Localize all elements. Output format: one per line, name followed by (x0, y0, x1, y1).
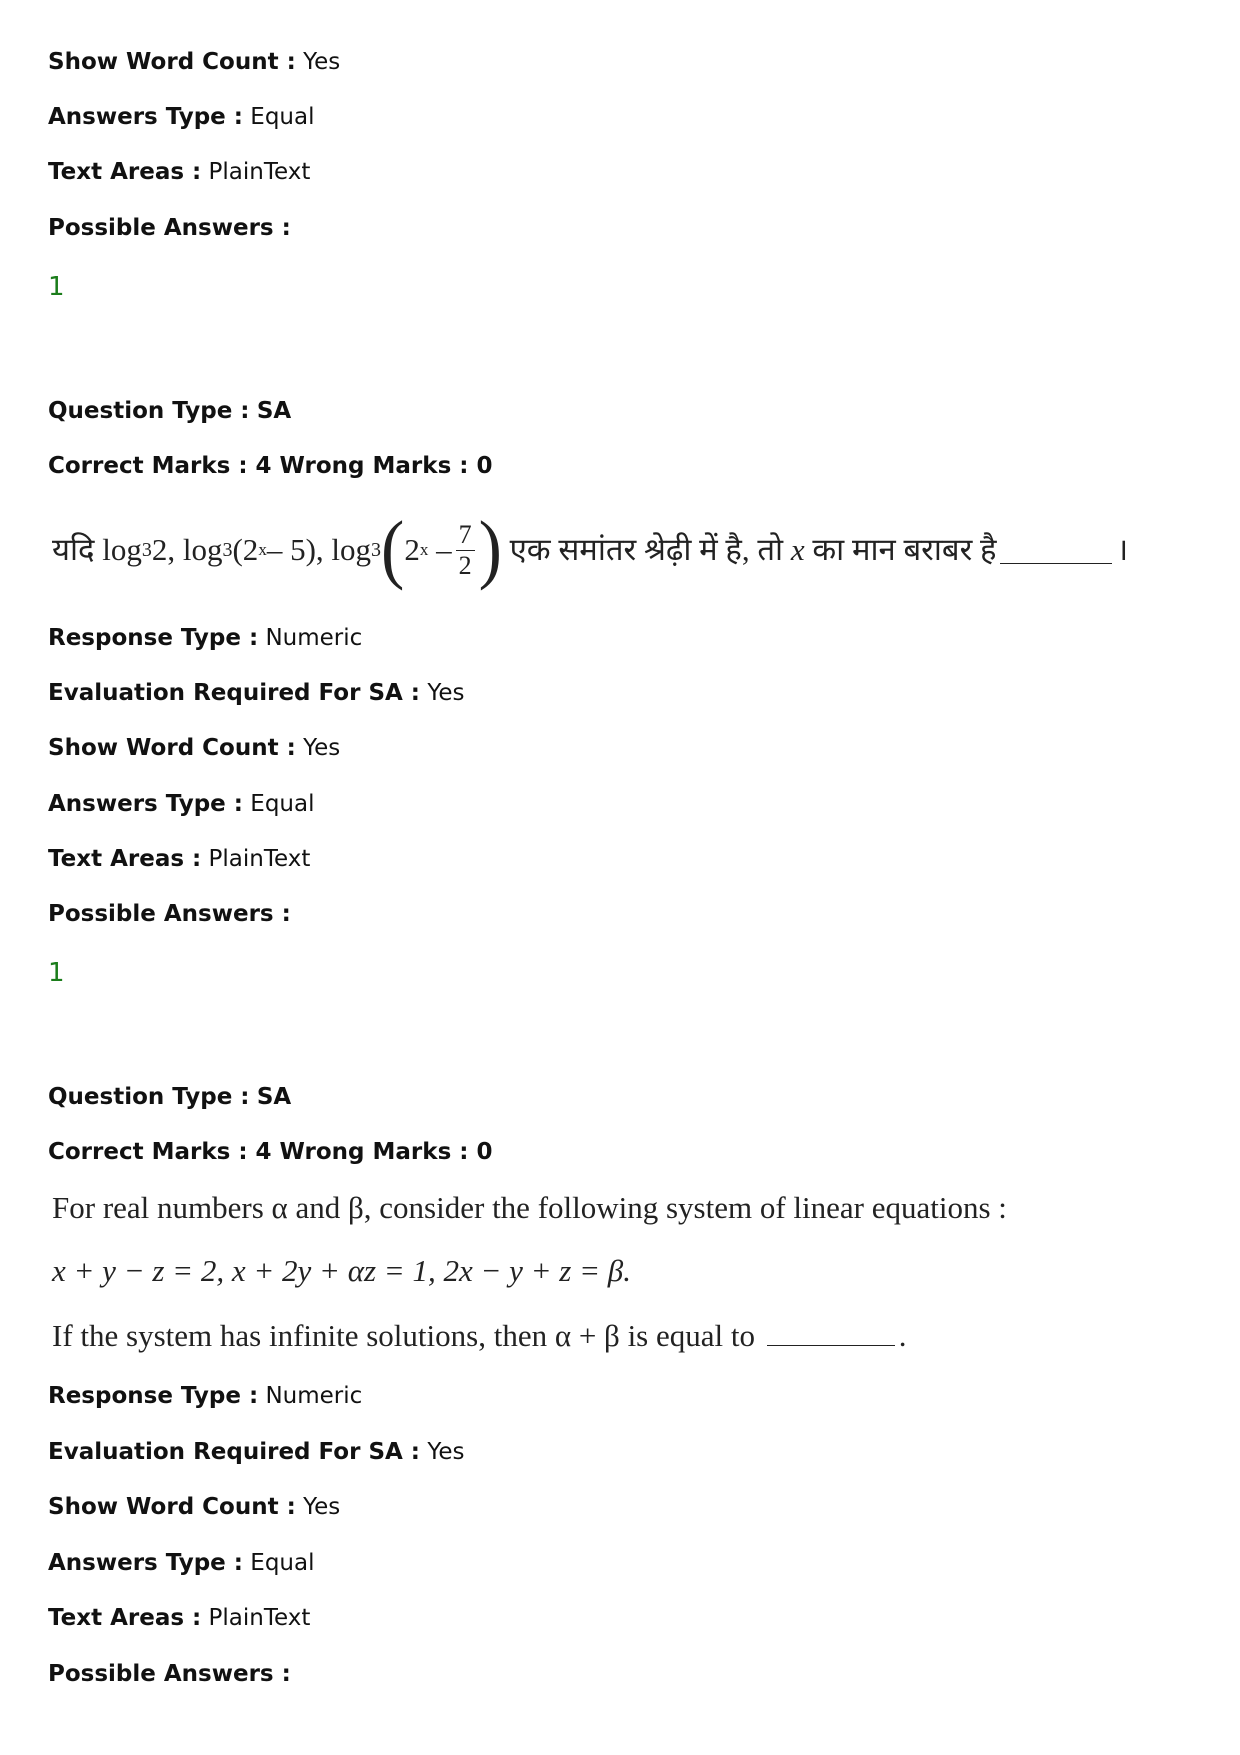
possible-answers-label: Possible Answers : (48, 215, 291, 241)
question-type-row: Question Type : SA (48, 398, 292, 424)
fraction: $\frac{7}{2}$ (456, 520, 475, 581)
answer-blank (1000, 537, 1112, 564)
question-2-line-3: If the system has infinite solutions, then α + β is equal to . (52, 1318, 907, 1353)
response-type-row: Response Type : Numeric (48, 625, 363, 651)
show-word-count-row: Show Word Count : Yes (48, 1494, 341, 1520)
question-type-row: Question Type : SA (48, 1084, 292, 1110)
show-word-count-row: Show Word Count : Yes (48, 49, 341, 75)
text-areas-row: Text Areas : PlainText (48, 1605, 311, 1631)
possible-answer-value: 1 (48, 958, 65, 988)
show-word-count-row: Show Word Count : Yes (48, 735, 341, 761)
possible-answer-value: 1 (48, 272, 65, 302)
text-areas-row: Text Areas : PlainText (48, 159, 311, 185)
marks-row: Correct Marks : 4 Wrong Marks : 0 (48, 1139, 493, 1165)
possible-answers-label: Possible Answers : (48, 1661, 291, 1687)
question-2-line-1: For real numbers α and β, consider the following system of linear equations : (52, 1190, 1007, 1225)
answer-blank (767, 1319, 895, 1346)
text-areas-row: Text Areas : PlainText (48, 846, 311, 872)
answers-type-row: Answers Type : Equal (48, 1550, 315, 1576)
marks-row: Correct Marks : 4 Wrong Marks : 0 (48, 453, 493, 479)
evaluation-required-row: Evaluation Required For SA : Yes (48, 1439, 465, 1465)
response-type-row: Response Type : Numeric (48, 1383, 363, 1409)
question-2-equations: x + y − z = 2, x + 2y + αz = 1, 2x − y + z = β. (52, 1253, 631, 1288)
answers-type-row: Answers Type : Equal (48, 791, 315, 817)
question-1-text: यदि log 3 2, log 3 (2 x – 5), log 3 ( 2 x – $\frac{7}{2}$ ) एक समांतर श्रेढ़ी में है, तो x का मान बराबर है । (52, 507, 1129, 592)
evaluation-required-row: Evaluation Required For SA : Yes (48, 680, 465, 706)
possible-answers-label: Possible Answers : (48, 901, 291, 927)
answers-type-row: Answers Type : Equal (48, 104, 315, 130)
